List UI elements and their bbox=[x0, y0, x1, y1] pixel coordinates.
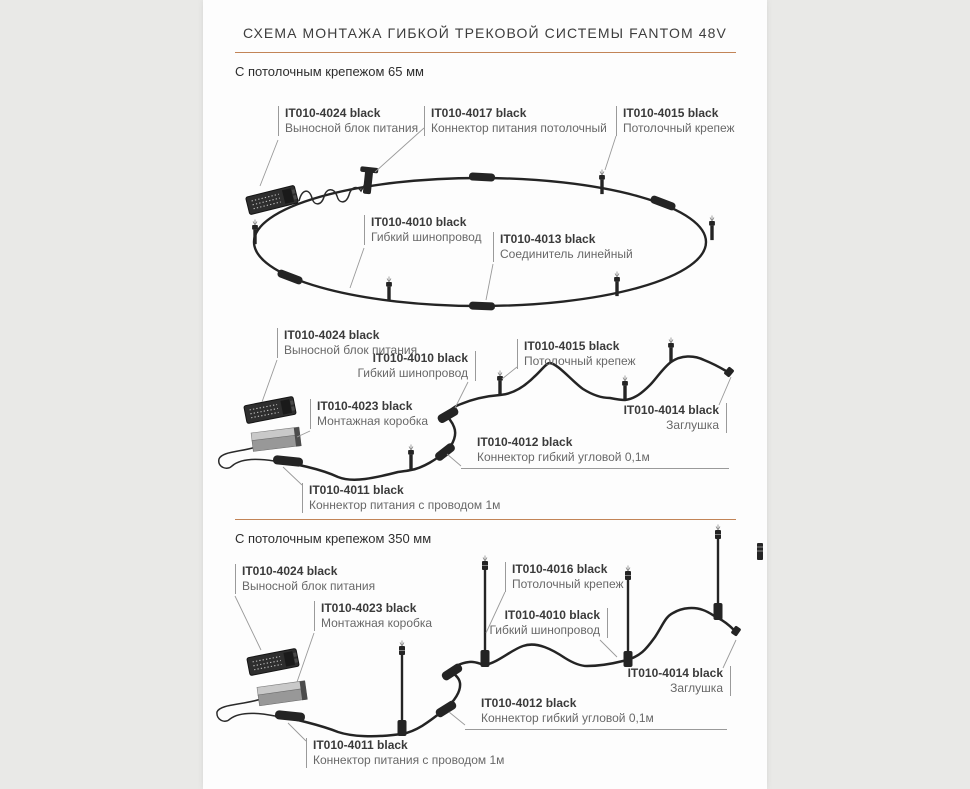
part-code: IT010-4012 black bbox=[481, 696, 577, 710]
label-4012-mid bbox=[461, 435, 729, 469]
part-desc: Выносной блок питания bbox=[285, 121, 419, 135]
section-header-350mm: С потолочным крепежом 350 мм bbox=[235, 531, 432, 546]
label-4012-bottom bbox=[465, 696, 727, 730]
ceiling-mount-icon bbox=[497, 371, 503, 396]
label-4024-ellipse bbox=[278, 106, 418, 136]
part-code: IT010-4015 black bbox=[623, 106, 719, 120]
part-desc: Выносной блок питания bbox=[242, 579, 376, 593]
part-desc: Коннектор питания потолочный bbox=[431, 121, 607, 135]
part-code: IT010-4017 black bbox=[431, 106, 527, 120]
linear-connector-icon bbox=[469, 302, 495, 311]
corner-connector-icon bbox=[436, 406, 460, 425]
part-desc: Коннектор питания с проводом 1м bbox=[309, 498, 501, 512]
label-4010-ellipse bbox=[364, 215, 482, 245]
part-desc: Гибкий шинопровод bbox=[489, 623, 600, 637]
part-code: IT010-4024 black bbox=[284, 328, 380, 342]
label-4010-mid bbox=[318, 351, 476, 381]
ceiling-mount-icon bbox=[709, 216, 715, 241]
part-code: IT010-4012 black bbox=[477, 435, 573, 449]
part-code: IT010-4023 black bbox=[321, 601, 417, 615]
part-code: IT010-4014 black bbox=[627, 666, 723, 680]
part-code: IT010-4024 black bbox=[285, 106, 381, 120]
ceiling-mount-350-icon bbox=[624, 566, 633, 668]
part-desc: Заглушка bbox=[670, 681, 723, 695]
part-code: IT010-4015 black bbox=[524, 339, 620, 353]
linear-connector-icon bbox=[469, 172, 495, 181]
label-4023-bottom bbox=[314, 601, 432, 631]
part-code: IT010-4011 black bbox=[309, 483, 404, 497]
part-desc: Монтажная коробка bbox=[317, 414, 429, 428]
label-4014-bottom bbox=[613, 666, 731, 696]
part-desc: Монтажная коробка bbox=[321, 616, 433, 630]
part-desc: Заглушка bbox=[666, 418, 719, 432]
part-desc: Выносной блок питания bbox=[284, 343, 418, 357]
part-code: IT010-4011 black bbox=[313, 738, 408, 752]
part-code: IT010-4024 black bbox=[242, 564, 338, 578]
ceiling-mount-icon bbox=[622, 376, 628, 401]
part-code: IT010-4013 black bbox=[500, 232, 596, 246]
label-4024-bottom bbox=[235, 564, 375, 594]
part-desc: Соединитель линейный bbox=[500, 247, 633, 261]
document-page bbox=[203, 0, 767, 789]
end-cap-icon bbox=[723, 366, 734, 377]
part-desc: Коннектор гибкий угловой 0,1м bbox=[481, 711, 654, 725]
power-supply-unit bbox=[246, 185, 299, 215]
page-title: СХЕМА МОНТАЖА ГИБКОЙ ТРЕКОВОЙ СИСТЕМЫ FANTOM 48V bbox=[243, 25, 727, 41]
linear-connector-icon bbox=[649, 195, 676, 212]
mounting-box bbox=[257, 681, 308, 707]
label-4016-bottom bbox=[505, 562, 624, 592]
part-code: IT010-4014 black bbox=[623, 403, 719, 417]
power-connector-icon bbox=[275, 710, 306, 722]
ceiling-mount-icon bbox=[386, 277, 392, 302]
part-desc: Гибкий шинопровод bbox=[357, 366, 468, 380]
mounting-box bbox=[251, 427, 301, 452]
part-code: IT010-4023 black bbox=[317, 399, 413, 413]
label-4013 bbox=[493, 232, 633, 262]
label-4011-bottom bbox=[306, 738, 504, 768]
part-desc: Гибкий шинопровод bbox=[371, 230, 482, 244]
linear-connector-icon bbox=[276, 269, 303, 286]
power-supply-unit bbox=[244, 396, 297, 423]
ceiling-mount-icon bbox=[599, 170, 605, 195]
section-header-65mm: С потолочным крепежом 65 мм bbox=[235, 64, 424, 79]
label-4010-bottom bbox=[450, 608, 608, 638]
ceiling-mount-350-icon bbox=[714, 525, 723, 621]
part-desc: Коннектор питания с проводом 1м bbox=[313, 753, 505, 767]
power-supply-unit bbox=[247, 648, 300, 675]
corner-connector-icon bbox=[440, 662, 463, 682]
ceiling-mount-350-icon bbox=[398, 641, 407, 737]
part-desc: Потолочный крепеж bbox=[512, 577, 624, 591]
part-code: IT010-4010 black bbox=[372, 351, 468, 365]
ceiling-mount-icon bbox=[668, 338, 674, 363]
part-desc: Потолочный крепеж bbox=[524, 354, 636, 368]
ceiling-mount-icon bbox=[408, 445, 414, 470]
label-4017 bbox=[424, 106, 607, 136]
part-code: IT010-4016 black bbox=[512, 562, 608, 576]
label-4015-ellipse bbox=[616, 106, 735, 136]
label-4011-mid bbox=[302, 483, 500, 513]
part-code: IT010-4010 black bbox=[371, 215, 467, 229]
label-4015-mid bbox=[517, 339, 636, 369]
part-code: IT010-4010 black bbox=[504, 608, 600, 622]
part-desc: Коннектор гибкий угловой 0,1м bbox=[477, 450, 650, 464]
rod-piece-icon bbox=[757, 543, 763, 560]
label-4014-mid bbox=[609, 403, 727, 433]
power-connector-icon bbox=[273, 455, 304, 467]
leader-lines bbox=[260, 128, 616, 300]
label-4023-mid bbox=[310, 399, 428, 429]
part-desc: Потолочный крепеж bbox=[623, 121, 735, 135]
